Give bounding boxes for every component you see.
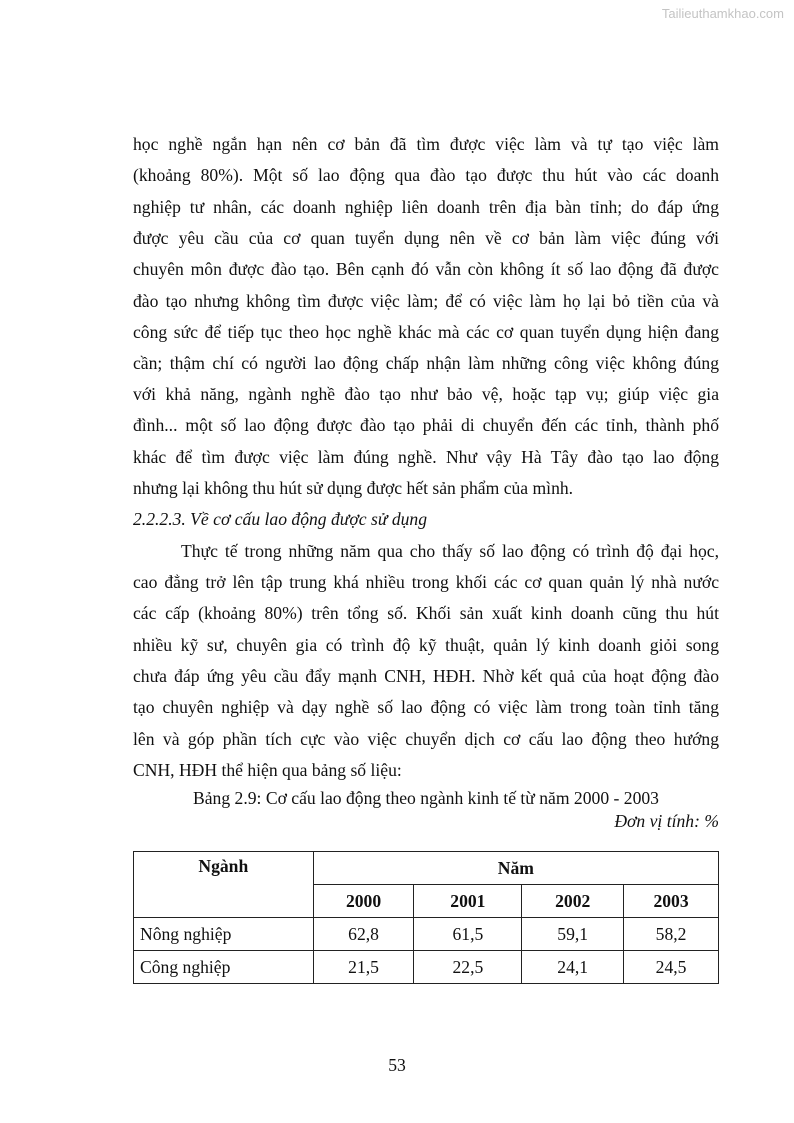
value-cell: 24,5 (624, 951, 719, 984)
text-line: chưa đáp ứng yêu cầu đẩy mạnh CNH, HĐH. Nhờ kết quả của hoạt động đào (133, 666, 719, 686)
year-cell: 2002 (522, 885, 624, 918)
value-cell: 62,8 (313, 918, 414, 951)
section-heading: 2.2.2.3. Về cơ cấu lao động được sử dụng (133, 509, 428, 529)
table-unit: Đơn vị tính: % (614, 811, 719, 831)
year-cell: 2001 (414, 885, 522, 918)
header-year: Năm (313, 852, 718, 885)
text-line: công sức để tiếp tục theo học nghề khác mà các cơ quan tuyển dụng hiện đang (133, 322, 719, 342)
year-cell: 2000 (313, 885, 414, 918)
text-line: các cấp (khoảng 80%) trên tổng số. Khối sản xuất kinh doanh cũng thu hút (133, 603, 719, 623)
text-line: khác để tìm được việc làm đúng nghề. Như vậy Hà Tây đào tạo lao động (133, 447, 719, 467)
labor-structure-table (133, 851, 719, 984)
text-line: CNH, HĐH thể hiện qua bảng số liệu: (133, 760, 402, 780)
text-line: được yêu cầu của cơ quan tuyển dụng nên về cơ bản làm việc đúng với (133, 228, 719, 248)
header-sector: Ngành (134, 852, 314, 918)
value-cell: 24,1 (522, 951, 624, 984)
text-line: cao đẳng trở lên tập trung khá nhiều trong khối các cơ quan quản lý nhà nước (133, 572, 719, 592)
table-row (134, 951, 719, 984)
value-cell: 21,5 (313, 951, 414, 984)
page-number: 53 (388, 1055, 406, 1075)
value-cell: 59,1 (522, 918, 624, 951)
year-cell: 2003 (624, 885, 719, 918)
text-line: nhưng lại không thu hút sử dụng được hết sản phẩm của mình. (133, 478, 574, 498)
text-line: đình... một số lao động được đào tạo phải di chuyển đến các tỉnh, thành phố (133, 415, 719, 435)
text-line: lên và góp phần tích cực vào việc chuyển dịch cơ cấu lao động theo hướng (133, 729, 719, 749)
text-line: (khoảng 80%). Một số lao động qua đào tạo được thu hút vào các doanh (133, 165, 719, 185)
text-line: đào tạo nhưng không tìm được việc làm; để có việc làm họ lại bỏ tiền của và (133, 291, 719, 311)
table-row (134, 918, 719, 951)
watermark: Tailieuthamkhao.com (661, 6, 784, 21)
text-line: chuyên môn được đào tạo. Bên cạnh đó vẫn còn không ít số lao động đã được (133, 259, 719, 279)
text-line: Thực tế trong những năm qua cho thấy số lao động có trình độ đại học, (181, 541, 719, 561)
sector-cell: Nông nghiệp (134, 918, 314, 951)
text-line: với khả năng, ngành nghề đào tạo như bảo vệ, hoặc tạp vụ; giúp việc gia (133, 384, 719, 404)
text-line: nhiều kỹ sư, chuyên gia có trình độ kỹ thuật, quản lý kinh doanh giỏi song (133, 635, 719, 655)
value-cell: 61,5 (414, 918, 522, 951)
value-cell: 58,2 (624, 918, 719, 951)
value-cell: 22,5 (414, 951, 522, 984)
text-line: nghiệp tư nhân, các doanh nghiệp liên doanh trên địa bàn tỉnh; do đáp ứng (133, 197, 719, 217)
text-line: cần; thậm chí có người lao động chấp nhận làm những công việc không đúng (133, 353, 719, 373)
text-line: tạo chuyên nghiệp và dạy nghề số lao động có việc làm trong toàn tỉnh tăng (133, 697, 719, 717)
table-caption: Bảng 2.9: Cơ cấu lao động theo ngành kinh tế từ năm 2000 - 2003 (193, 788, 659, 808)
table-header-row (134, 852, 719, 885)
text-line: học nghề ngắn hạn nên cơ bản đã tìm được việc làm và tự tạo việc làm (133, 134, 719, 154)
sector-cell: Công nghiệp (134, 951, 314, 984)
